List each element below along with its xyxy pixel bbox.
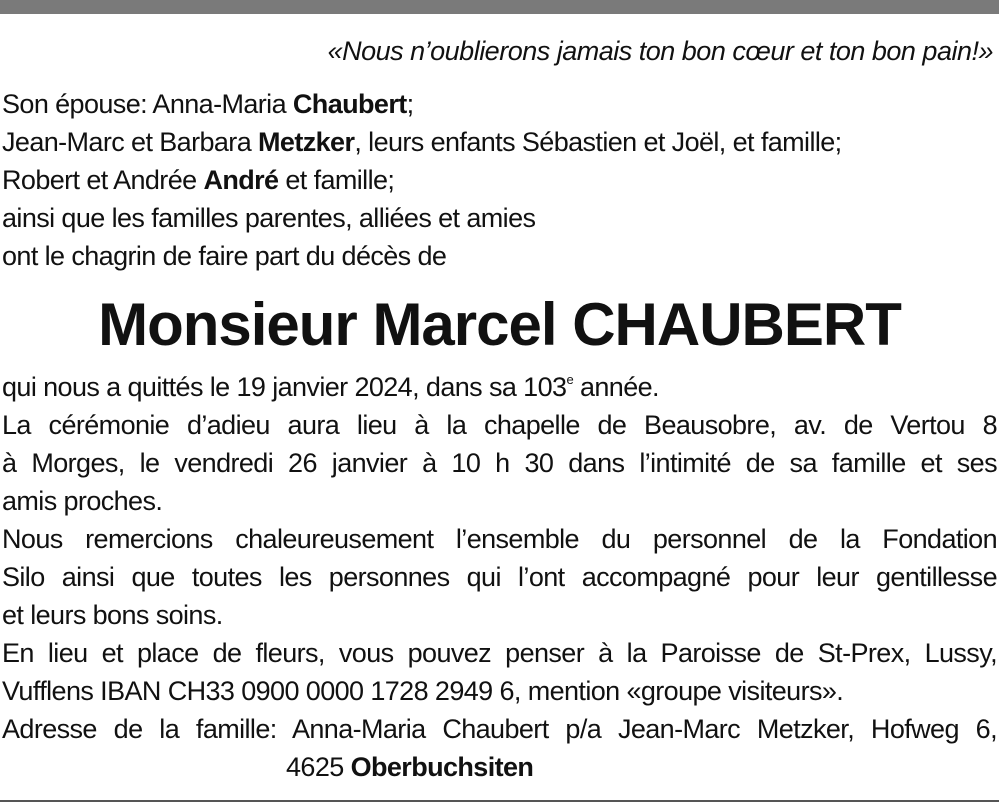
family-line-extended: ainsi que les familles parentes, alliées et amies bbox=[2, 203, 536, 233]
ceremony-line: amis proches. bbox=[2, 486, 163, 516]
donation-line: Vufflens IBAN CH33 0900 0000 1728 2949 6, mention «groupe visiteurs». bbox=[2, 676, 844, 706]
notice-details bbox=[2, 368, 997, 786]
thanks-line: Silo ainsi que toutes les personnes qui l’ont accompagné pour leur gentillesse bbox=[2, 562, 997, 592]
family-line-spouse: Son épouse: Anna-Maria Chaubert; bbox=[2, 89, 414, 119]
thanks-line: et leurs bons soins. bbox=[2, 600, 223, 630]
family-announcement bbox=[2, 85, 997, 275]
ceremony-line: à Morges, le vendredi 26 janvier à 10 h 30 dans l’intimité de sa famille et ses bbox=[2, 448, 997, 478]
family-line-announcement: ont le chagrin de faire part du décès de bbox=[2, 241, 447, 271]
family-address-line: Adresse de la famille: Anna-Maria Chaubert p/a Jean-Marc Metzker, Hofweg 6, bbox=[2, 714, 997, 744]
family-line-relatives: Robert et Andrée André et famille; bbox=[2, 165, 395, 195]
family-address-locality: 4625 Oberbuchsiten bbox=[286, 752, 534, 782]
thanks-line: Nous remercions chaleureusement l’ensemble du personnel de la Fondation bbox=[2, 524, 997, 554]
passing-date: qui nous a quittés le 19 janvier 2024, dans sa 103e année. bbox=[2, 372, 659, 402]
deceased-name: Monsieur Marcel CHAUBERT bbox=[98, 291, 901, 358]
epigraph-quote: «Nous n’oublierons jamais ton bon cœur et ton bon pain!» bbox=[327, 36, 993, 66]
bottom-divider bbox=[0, 800, 999, 802]
ceremony-line: La cérémonie d’adieu aura lieu à la chapelle de Beausobre, av. de Vertou 8 bbox=[2, 410, 997, 440]
top-divider bbox=[0, 0, 999, 14]
donation-line: En lieu et place de fleurs, vous pouvez penser à la Paroisse de St-Prex, Lussy, bbox=[2, 638, 997, 668]
family-line-children: Jean-Marc et Barbara Metzker, leurs enfants Sébastien et Joël, et famille; bbox=[2, 127, 842, 157]
